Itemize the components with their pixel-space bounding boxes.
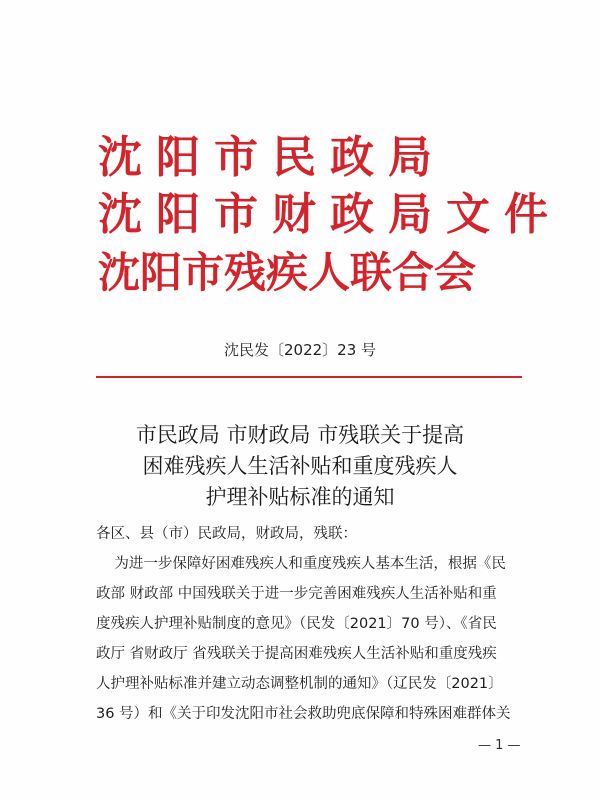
red-divider-line xyxy=(96,376,522,378)
body-line: 度残疾人护理补贴制度的意见》（民发〔2021〕70 号）、《省民 xyxy=(96,616,497,632)
title-line: 护理补贴标准的通知 xyxy=(205,485,395,509)
body-line: 为进一步保障好困难残疾人和重度残疾人基本生活，根据《民 xyxy=(96,556,506,572)
body-line: 36 号）和《关于印发沈阳市社会救助兜底保障和特殊困难群体关 xyxy=(96,706,511,722)
body-line: 人护理补贴标准并建立动态调整机制的通知》（辽民发〔2021〕 xyxy=(96,676,503,692)
page-number: — 1 — xyxy=(478,738,521,753)
document-title xyxy=(0,420,600,513)
issuer-line-civil-affairs: 沈阳市民政局 xyxy=(98,132,446,183)
title-line: 市民政局 市财政局 市残联关于提高 xyxy=(135,423,465,447)
document-number: 沈民发〔2022〕23 号 xyxy=(223,341,377,359)
body-line: 政部 财政部 中国残联关于进一步完善困难残疾人生活补贴和重 xyxy=(96,586,497,602)
body-line: 政厅 省财政厅 省残联关于提高困难残疾人生活补贴和重度残疾 xyxy=(96,646,497,662)
body-paragraph xyxy=(96,549,526,729)
title-line: 困难残疾人生活补贴和重度残疾人 xyxy=(142,454,458,478)
salutation: 各区、县（市）民政局，财政局，残联： xyxy=(96,526,357,542)
issuer-line-finance: 沈阳市财政局文件 xyxy=(98,189,562,240)
issuer-line-disabled-federation: 沈阳市残疾人联合会 xyxy=(98,248,477,297)
